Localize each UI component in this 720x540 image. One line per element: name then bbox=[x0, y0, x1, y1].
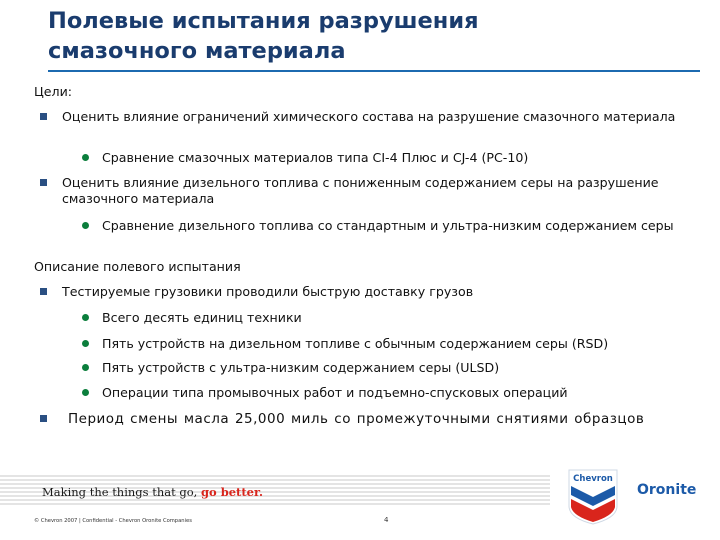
round-bullet-icon bbox=[82, 389, 89, 396]
field-test-item-2-text: Период смены масла 25,000 миль со промежуточными снятиями образцов bbox=[68, 411, 645, 427]
goal-item-1-sub-1 bbox=[102, 150, 702, 166]
slide-title-line-1: Полевые испытания разрушения bbox=[48, 8, 479, 34]
field-test-item-2 bbox=[68, 411, 708, 427]
chevron-logo-icon bbox=[567, 468, 619, 526]
goal-item-2-sub-1 bbox=[102, 218, 702, 234]
slide-title bbox=[48, 6, 688, 66]
oronite-logo: Oronite bbox=[637, 482, 697, 498]
footer-copyright: © Chevron 2007 | Confidential - Chevron Oronite Companies bbox=[34, 518, 192, 524]
field-test-item-1-sub-1-text: Всего десять единиц техники bbox=[102, 310, 302, 325]
goal-item-2-sub-1-text: Сравнение дизельного топлива со стандартным и ультра-низким содержанием серы bbox=[102, 218, 674, 233]
goal-item-2-text: Оценить влияние дизельного топлива с пониженным содержанием серы на разрушение смазочного материала bbox=[62, 175, 659, 206]
slide-title-line-2: смазочного материала bbox=[48, 38, 346, 64]
field-test-item-1-text: Тестируемые грузовики проводили быструю доставку грузов bbox=[62, 284, 474, 299]
goal-item-2 bbox=[62, 175, 702, 207]
round-bullet-icon bbox=[82, 314, 89, 321]
square-bullet-icon bbox=[40, 179, 47, 186]
square-bullet-icon bbox=[40, 415, 47, 422]
field-test-item-1-sub-3-text: Пять устройств с ультра-низким содержанием серы (ULSD) bbox=[102, 360, 500, 375]
field-test-item-1-sub-3 bbox=[102, 360, 702, 376]
footer-slogan bbox=[42, 485, 263, 499]
title-underline bbox=[48, 70, 700, 72]
round-bullet-icon bbox=[82, 364, 89, 371]
square-bullet-icon bbox=[40, 113, 47, 120]
round-bullet-icon bbox=[82, 154, 89, 161]
field-test-item-1-sub-2-text: Пять устройств на дизельном топливе с обычным содержанием серы (RSD) bbox=[102, 336, 609, 351]
goal-item-1-text: Оценить влияние ограничений химического состава на разрушение смазочного материала bbox=[62, 109, 676, 124]
square-bullet-icon bbox=[40, 288, 47, 295]
footer-slogan-main: Making the things that go, bbox=[42, 485, 198, 499]
round-bullet-icon bbox=[82, 222, 89, 229]
chevron-wordmark: Chevron bbox=[573, 474, 613, 484]
field-test-item-1 bbox=[62, 284, 702, 300]
footer-slogan-accent: go better. bbox=[200, 485, 264, 499]
field-test-item-1-sub-1 bbox=[102, 310, 702, 326]
goals-heading: Цели: bbox=[34, 84, 73, 99]
field-test-item-1-sub-4 bbox=[102, 385, 702, 401]
goal-item-1-sub-1-text: Сравнение смазочных материалов типа CI-4 Плюс и CJ-4 (PC-10) bbox=[102, 150, 529, 165]
field-test-item-1-sub-2 bbox=[102, 336, 702, 352]
page-number: 4 bbox=[384, 516, 389, 524]
chevron-logo-graphic bbox=[567, 468, 619, 526]
goal-item-1 bbox=[62, 109, 702, 125]
field-test-item-1-sub-4-text: Операции типа промывочных работ и подъемно-спусковых операций bbox=[102, 385, 568, 400]
field-test-heading: Описание полевого испытания bbox=[34, 259, 241, 274]
round-bullet-icon bbox=[82, 340, 89, 347]
